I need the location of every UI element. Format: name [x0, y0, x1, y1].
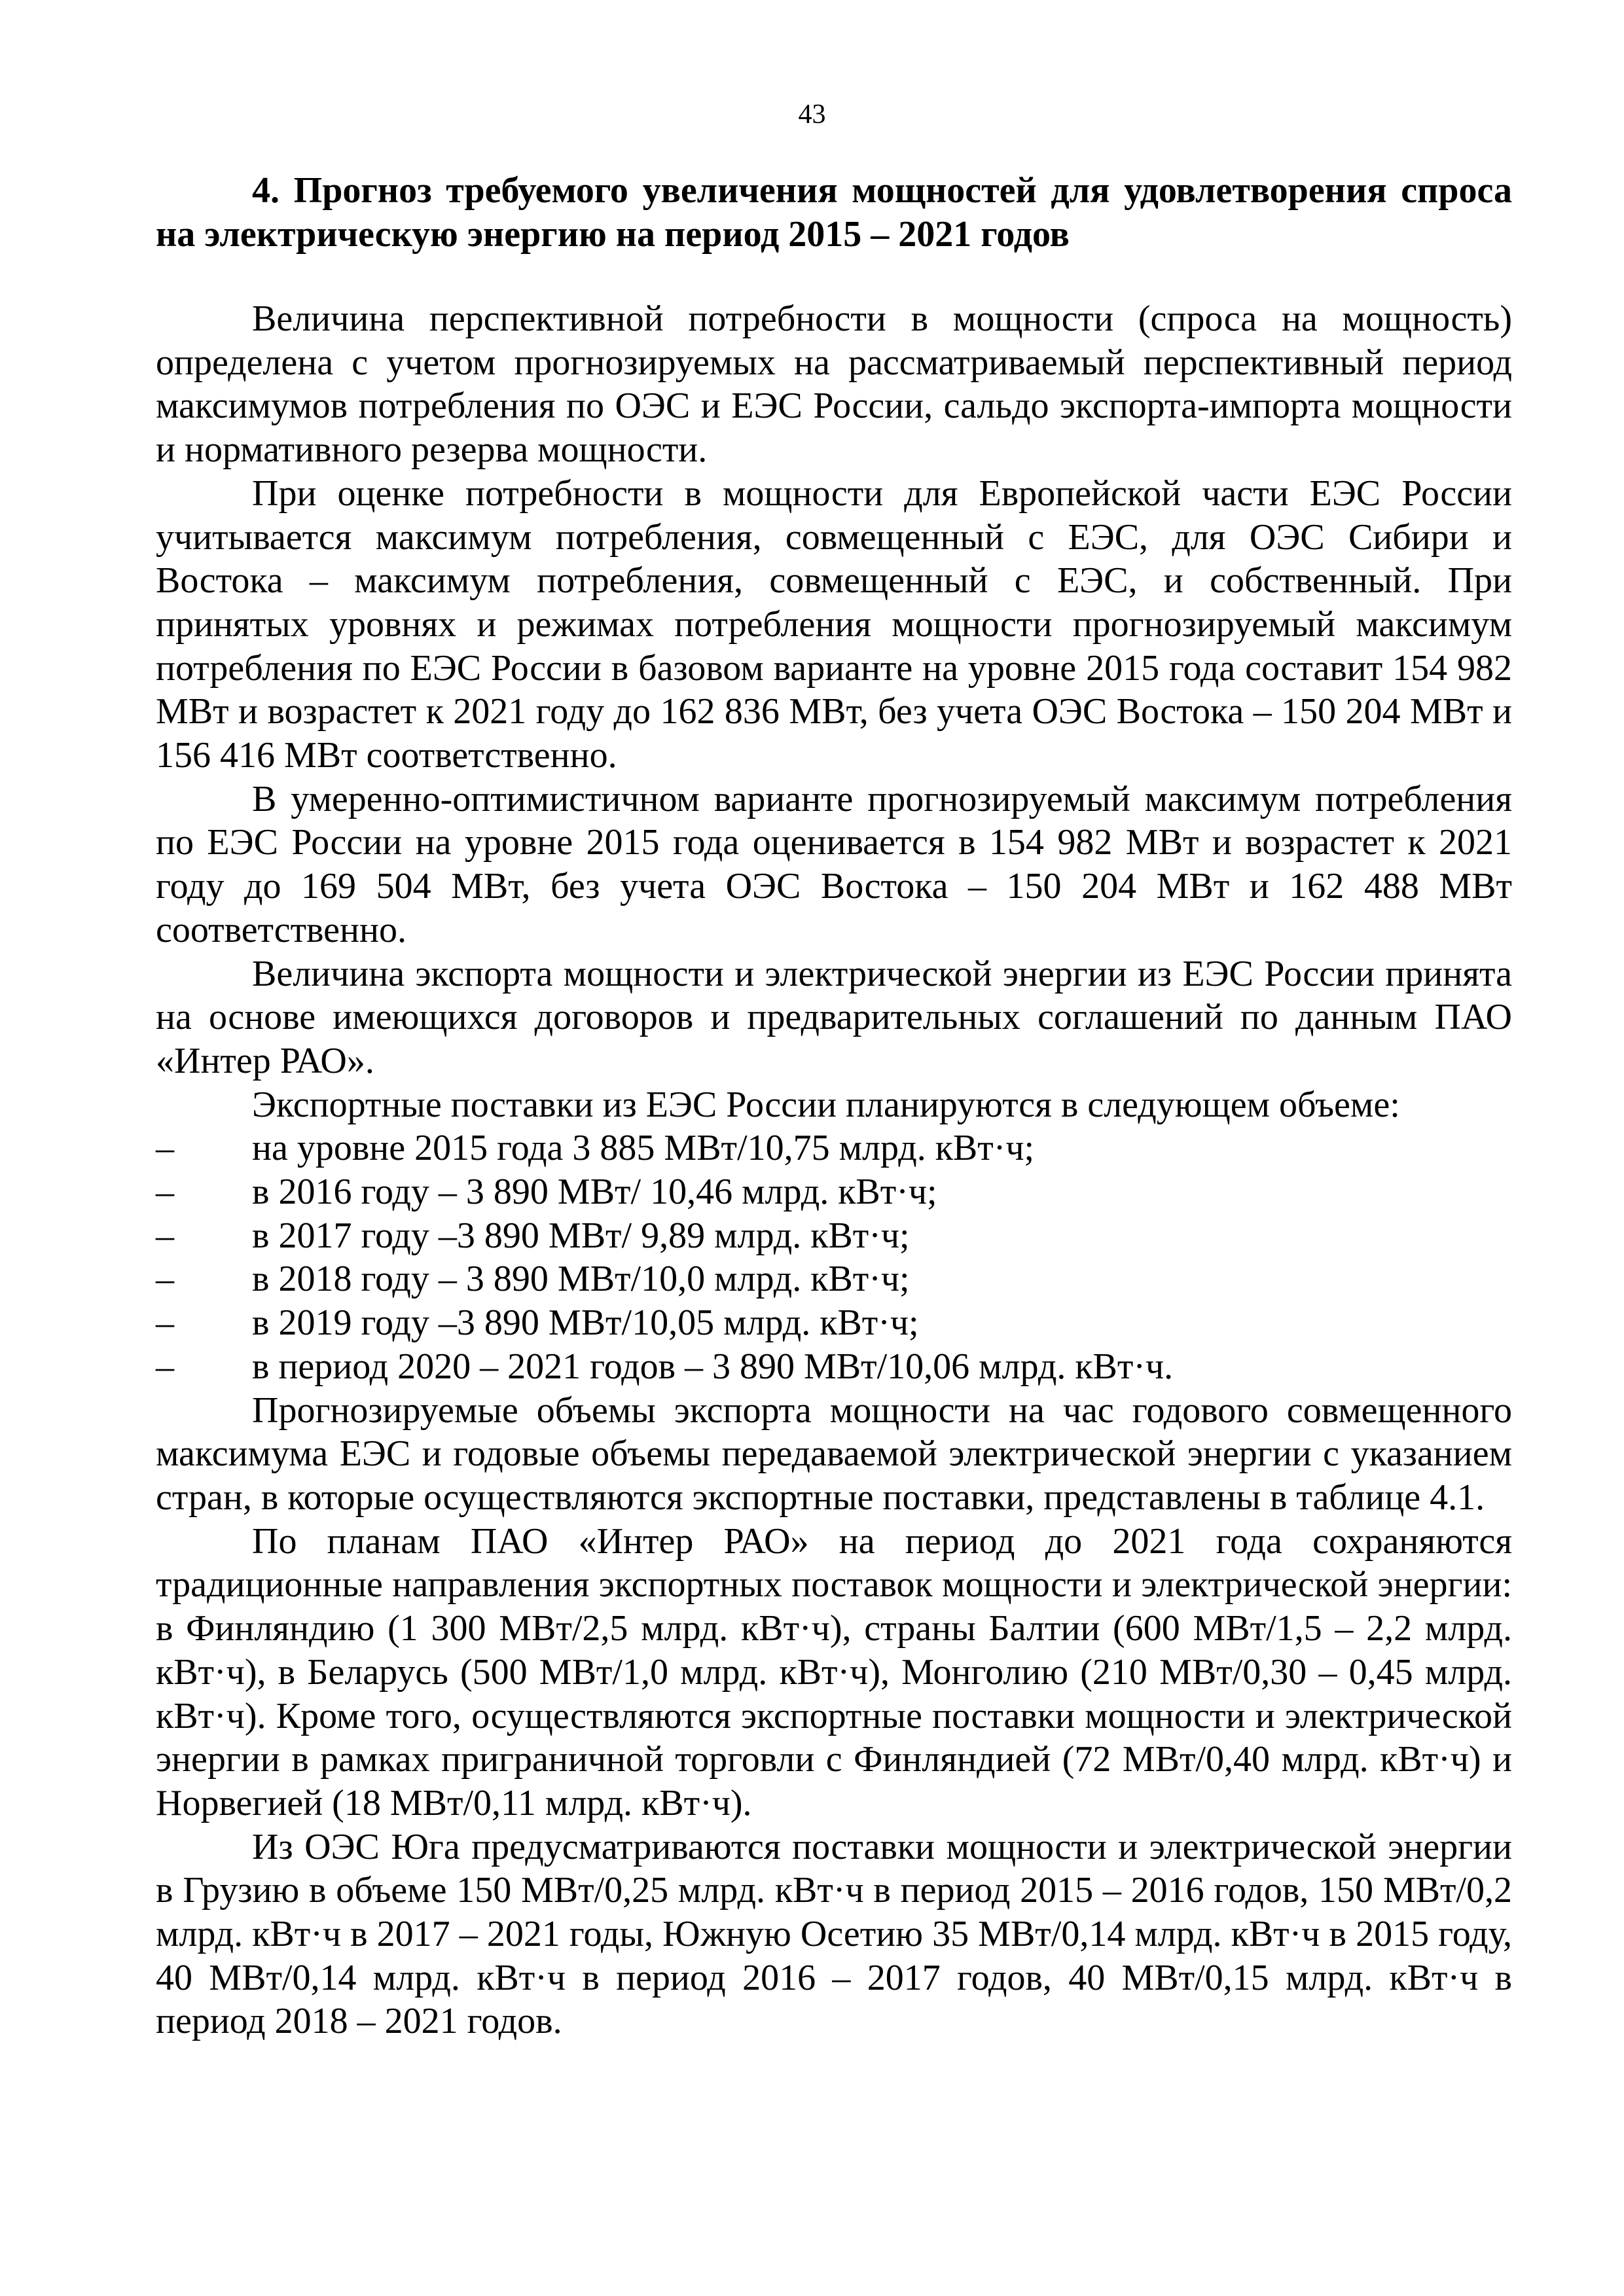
dash-marker: –	[156, 1302, 174, 1344]
list-item-text: на уровне 2015 года 3 885 МВт/10,75 млрд. кВт·ч;	[252, 1128, 1035, 1169]
paragraph-export-table-ref: Прогнозируемые объемы экспорта мощности на час годового совмещенного максимума ЕЭС и годовые объемы передаваемой электрической энергии с указанием стран, в которые осуществляются экспортные поставки, представлены в таблице 4.1.	[156, 1390, 1512, 1518]
paragraph-export-basis: Величина экспорта мощности и электрической энергии из ЕЭС России принята на основе имеющихся договоров и предварительных соглашений по данным ПАО «Интер РАО».	[156, 953, 1512, 1081]
dash-marker: –	[156, 1128, 174, 1169]
export-volume-list	[156, 1126, 1512, 1388]
list-item	[156, 1170, 1512, 1214]
paragraph-base-scenario: При оценке потребности в мощности для Европейской части ЕЭС России учитывается максимум потребления, совмещенный с ЕЭС, для ОЭС Сибири и Востока – максимум потребления, совмещенный с ЕЭС, и собственный. При принятых уровнях и режимах потребления мощности прогнозируемый максимум потребления по ЕЭС России в базовом варианте на уровне 2015 года составит 154 982 МВт и возрастет к 2021 году до 162 836 МВт, без учета ОЭС Востока – 150 204 МВт и 156 416 МВт соответственно.	[156, 473, 1512, 776]
list-item-text: в 2018 году – 3 890 МВт/10,0 млрд. кВт·ч;	[252, 1259, 910, 1300]
dash-marker: –	[156, 1172, 174, 1213]
list-item-text: в период 2020 – 2021 годов – 3 890 МВт/10,06 млрд. кВт·ч.	[252, 1346, 1174, 1387]
paragraph-optimistic-scenario: В умеренно-оптимистичном варианте прогнозируемый максимум потребления по ЕЭС России на уровне 2015 года оценивается в 154 982 МВт и возрастет к 2021 году до 169 504 МВт, без учета ОЭС Востока – 150 204 МВт и 162 488 МВт соответственно.	[156, 778, 1512, 950]
list-item	[156, 1301, 1512, 1345]
dash-marker: –	[156, 1259, 174, 1300]
list-item-text: в 2017 году –3 890 МВт/ 9,89 млрд. кВт·ч;	[252, 1215, 910, 1256]
paragraph-inter-rao-plans: По планам ПАО «Интер РАО» на период до 2021 года сохраняются традиционные направления экспортных поставок мощности и электрической энергии: в Финляндию (1 300 МВт/2,5 млрд. кВт·ч), страны Балтии (600 МВт/1,5 – 2,2 млрд. кВт·ч), в Беларусь (500 МВт/1,0 млрд. кВт·ч), Монголию (210 МВт/0,30 – 0,45 млрд. кВт·ч). Кроме того, осуществляются экспортные поставки мощности и электрической энергии в рамках приграничной торговли с Финляндией (72 МВт/0,40 млрд. кВт·ч) и Норвегией (18 МВт/0,11 млрд. кВт·ч).	[156, 1520, 1512, 1823]
list-item	[156, 1126, 1512, 1170]
dash-marker: –	[156, 1215, 174, 1256]
paragraph-south-exports: Из ОЭС Юга предусматриваются поставки мощности и электрической энергии в Грузию в объеме 150 МВт/0,25 млрд. кВт·ч в период 2015 – 2016 годов, 150 МВт/0,2 млрд. кВт·ч в 2017 – 2021 годы, Южную Осетию 35 МВт/0,14 млрд. кВт·ч в 2015 году, 40 МВт/0,14 млрд. кВт·ч в период 2016 – 2017 годов, 40 МВт/0,15 млрд. кВт·ч в период 2018 – 2021 годов.	[156, 1826, 1512, 2042]
paragraph-export-intro: Экспортные поставки из ЕЭС России планируются в следующем объеме:	[252, 1084, 1400, 1125]
document-body	[156, 169, 1512, 2043]
paragraph-capacity-demand: Величина перспективной потребности в мощности (спроса на мощность) определена с учетом прогнозируемых на рассматриваемый перспективный период максимумов потребления по ОЭС и ЕЭС России, сальдо экспорта-импорта мощности и нормативного резерва мощности.	[156, 298, 1512, 471]
list-item-text: в 2016 году – 3 890 МВт/ 10,46 млрд. кВт·ч;	[252, 1172, 937, 1213]
list-item	[156, 1257, 1512, 1301]
list-item	[156, 1345, 1512, 1389]
list-item	[156, 1214, 1512, 1258]
list-item-text: в 2019 году –3 890 МВт/10,05 млрд. кВт·ч;	[252, 1302, 919, 1344]
dash-marker: –	[156, 1346, 174, 1387]
section-heading: 4. Прогноз требуемого увеличения мощностей для удовлетворения спроса на электрическую энергию на период 2015 – 2021 годов	[156, 170, 1512, 255]
page-number: 43	[798, 99, 826, 130]
